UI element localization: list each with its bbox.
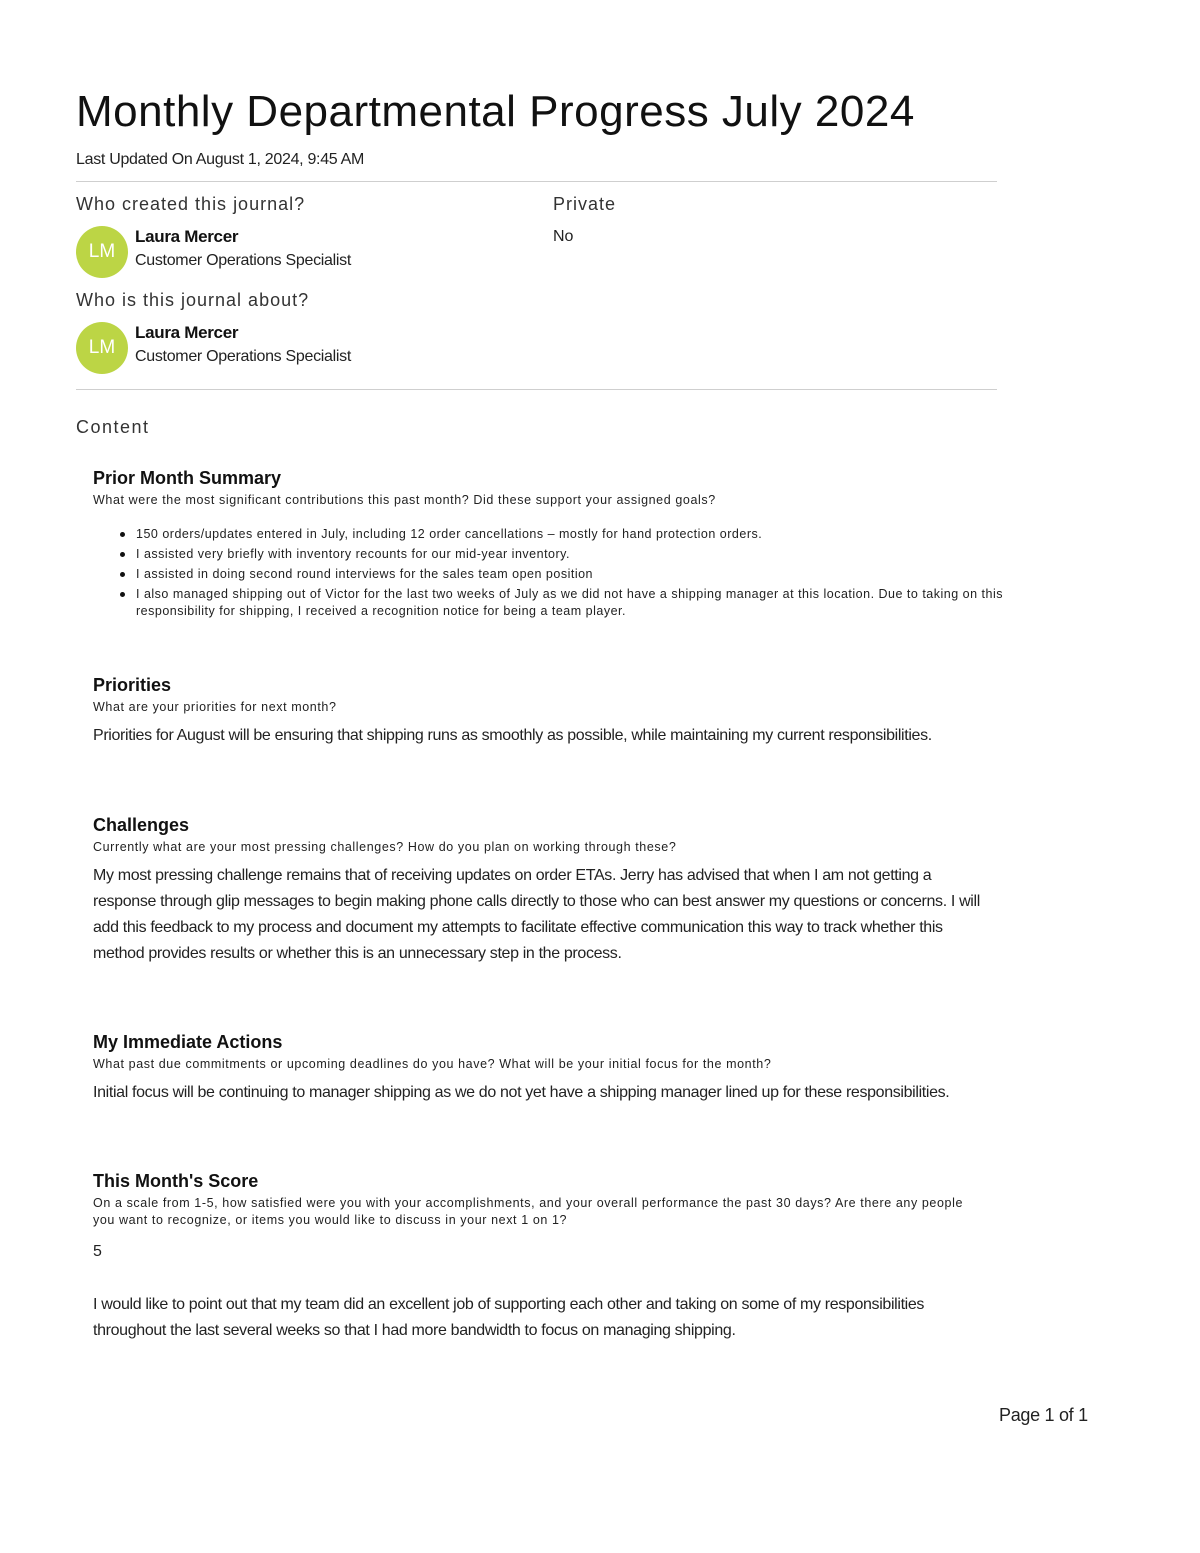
divider — [76, 181, 997, 182]
section-question: What are your priorities for next month? — [93, 700, 337, 714]
creator-avatar: LM — [76, 226, 128, 278]
section-title-monthly-score: This Month's Score — [93, 1171, 259, 1191]
section-title-immediate-actions: My Immediate Actions — [93, 1032, 283, 1052]
list-item: I also managed shipping out of Victor for the last two weeks of July as we did not have a shipping manager at this location. Due to taking on this responsibility for shipping, I received a recognition notice for being a team player. — [136, 586, 1026, 620]
summary-bullet-list — [93, 526, 1026, 623]
private-value: No — [553, 228, 574, 245]
divider — [76, 389, 997, 390]
last-updated: Last Updated On August 1, 2024, 9:45 AM — [76, 151, 365, 168]
creator-role: Customer Operations Specialist — [135, 252, 351, 269]
creator-name: Laura Mercer — [135, 227, 239, 246]
section-question: On a scale from 1-5, how satisfied were you with your accomplishments, and your overall performance the past 30 days? Are there any people you want to recognize, or items you would like to discuss in your next 1 on 1? — [93, 1196, 964, 1227]
section-answer: Priorities for August will be ensuring that shipping runs as smoothly as possible, while maintaining my current responsibilities. — [93, 727, 932, 744]
list-item: 150 orders/updates entered in July, including 12 order cancellations – mostly for hand protection orders. — [136, 526, 1026, 543]
section-answer: Initial focus will be continuing to manager shipping as we do not yet have a shipping manager lined up for these responsibilities. — [93, 1084, 950, 1101]
list-item: I assisted in doing second round interviews for the sales team open position — [136, 566, 1026, 583]
subject-avatar: LM — [76, 322, 128, 374]
about-label: Who is this journal about? — [76, 290, 310, 310]
section-question: Currently what are your most pressing challenges? How do you plan on working through these? — [93, 840, 677, 854]
score-value: 5 — [93, 1243, 102, 1260]
section-answer: I would like to point out that my team did an excellent job of supporting each other and taking on some of my responsibilities throughout the last several weeks so that I had more bandwidth to focus on managing shipping. — [93, 1296, 925, 1339]
page-title: Monthly Departmental Progress July 2024 — [76, 87, 915, 136]
section-question: What past due commitments or upcoming deadlines do you have? What will be your initial focus for the month? — [93, 1057, 772, 1071]
subject-role: Customer Operations Specialist — [135, 348, 351, 365]
private-label: Private — [553, 194, 617, 214]
section-title-priorities: Priorities — [93, 675, 172, 695]
content-label: Content — [76, 417, 150, 437]
page-number: Page 1 of 1 — [999, 1405, 1088, 1425]
section-question: What were the most significant contributions this past month? Did these support your assigned goals? — [93, 493, 716, 507]
subject-name: Laura Mercer — [135, 323, 239, 342]
section-answer: My most pressing challenge remains that of receiving updates on order ETAs. Jerry has advised that when I am not getting a response through glip messages to begin making phone calls directly to those who can best answer my questions or concerns. I will add this feedback to my process and document my attempts to facilitate effective communication this way to track whether this method provides results or whether this is an unnecessary step in the process. — [93, 867, 980, 962]
section-title-challenges: Challenges — [93, 815, 190, 835]
section-title-prior-month-summary: Prior Month Summary — [93, 468, 282, 488]
creator-label: Who created this journal? — [76, 194, 306, 214]
list-item: I assisted very briefly with inventory recounts for our mid-year inventory. — [136, 546, 1026, 563]
